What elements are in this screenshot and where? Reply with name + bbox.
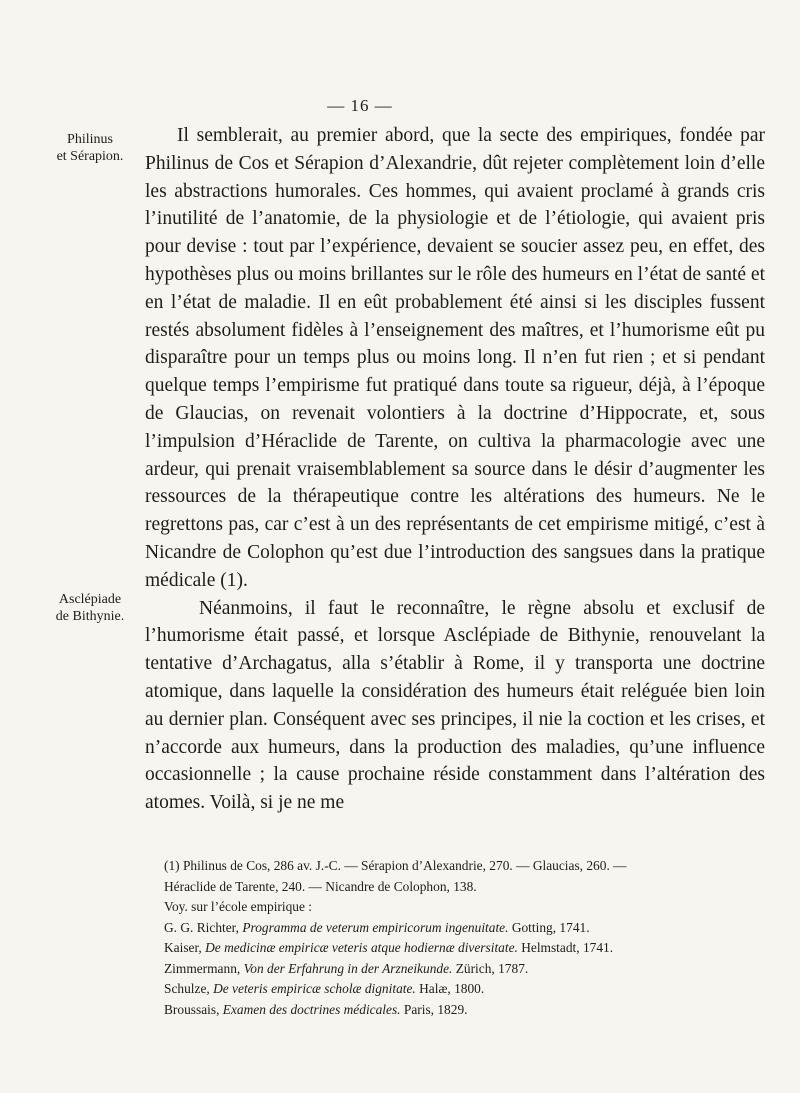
bib-place-date: Paris, 1829. [400, 1001, 468, 1017]
bib-author: Schulze, [164, 981, 214, 996]
bib-author: Zimmermann, [164, 960, 244, 976]
margin-note-line: Asclépiade [58, 592, 122, 607]
bibliography-entry [164, 938, 764, 959]
margin-note-line: et Sérapion. [56, 149, 124, 164]
bibliography-entry [164, 979, 764, 1000]
bib-title: Von der Erfahrung in der Arzneikunde. [243, 960, 453, 976]
margin-note-line: de Bithynie. [55, 609, 125, 624]
bibliography-entry [164, 959, 764, 980]
margin-note-line: Philinus [67, 132, 113, 147]
bib-title: Examen des doctrines médicales. [222, 1001, 401, 1017]
margin-note-asclepiade [44, 591, 136, 625]
bib-place-date: Halæ, 1800. [415, 981, 485, 996]
bib-author: Kaiser, [164, 940, 206, 955]
footnote-line: Héraclide de Tarente, 240. — Nicandre de Colophon, 138. [164, 878, 477, 894]
paragraph-empiriques: Il semblerait, au premier abord, que la secte des empiriques, fondée par Philinus de Cos et Sérapion d’Alexandrie, dût rejeter complètement loin d’elle les abstractions humorales. Ces hommes, qui avaient proclamé à grands cris l’inutilité de l’anatomie, de la physiologie et de l’étiologie, qui avaient pris pour devise : tout par l’expérience, devaient se soucier assez peu, en effet, des hypothèses plus ou moins brillantes sur le rôle des humeurs en l’état de santé et en l’état de maladie. Il en eût probablement été ainsi si les disciples fussent restés absolument fidèles à l’enseignement des maîtres, et l’humorisme eût pu disparaître pour un temps plus ou moins long. Il n’en fut rien ; et si pendant quelque temps l’empirisme fut pratiqué dans toute sa rigueur, déjà, à l’époque de Glaucias, on revenait volontiers à la doctrine d’Hippocrate, et, sous l’impulsion d’Héraclide de Tarente, on cultiva la pharmacologie avec une ardeur, qui prenait vraisemblablement sa source dans le désir d’augmenter les ressources de la thérapeutique contre les altérations des humeurs. Ne le regrettons pas, car c’est à un des représentants de cet empirisme mitigé, c’est à Nicandre de Colophon qu’est due l’introduction des sangsues dans la pratique médicale (1). [145, 125, 765, 591]
bib-title: De veteris empiricæ scholæ dignitate. [213, 981, 416, 996]
main-text [145, 122, 765, 817]
bib-place-date: Gotting, 1741. [508, 919, 590, 935]
paragraph-asclepiade: Néanmoins, il faut le reconnaître, le règne absolu et exclusif de l’humorisme était passé, et lorsque Asclépiade de Bithynie, renouvelant la tentative d’Archagatus, alla s’établir à Rome, il y transporta une doctrine atomique, dans laquelle la considération des humeurs était reléguée bien loin au dernier plan. Conséquent avec ses principes, il nie la coction et les crises, et n’accorde aux humeurs, dans la production des maladies, qu’une influence occasionnelle ; la cause prochaine réside constamment dans l’altération des atomes. Voilà, si je ne me [145, 597, 765, 814]
bib-author: Broussais, [164, 1001, 223, 1017]
bib-place-date: Helmstadt, 1741. [517, 940, 614, 955]
footnote-line: (1) Philinus de Cos, 286 av. J.-C. — Sérapion d’Alexandrie, 270. — Glaucias, 260. — [164, 858, 627, 873]
bib-place-date: Zürich, 1787. [452, 960, 529, 976]
page-number: — 16 — [327, 96, 393, 115]
bibliography-entry [164, 918, 764, 939]
footnotes [164, 856, 764, 1020]
bib-title: Programma de veterum empiricorum ingenuitate. [242, 919, 509, 935]
margin-note-philinus [44, 131, 136, 165]
footnote-line: Voy. sur l’école empirique : [164, 899, 313, 914]
bib-title: De medicinæ empiricæ veteris atque hodiernæ diversitate. [205, 940, 518, 955]
bib-author: G. G. Richter, [164, 919, 243, 935]
bibliography-entry [164, 1000, 764, 1021]
